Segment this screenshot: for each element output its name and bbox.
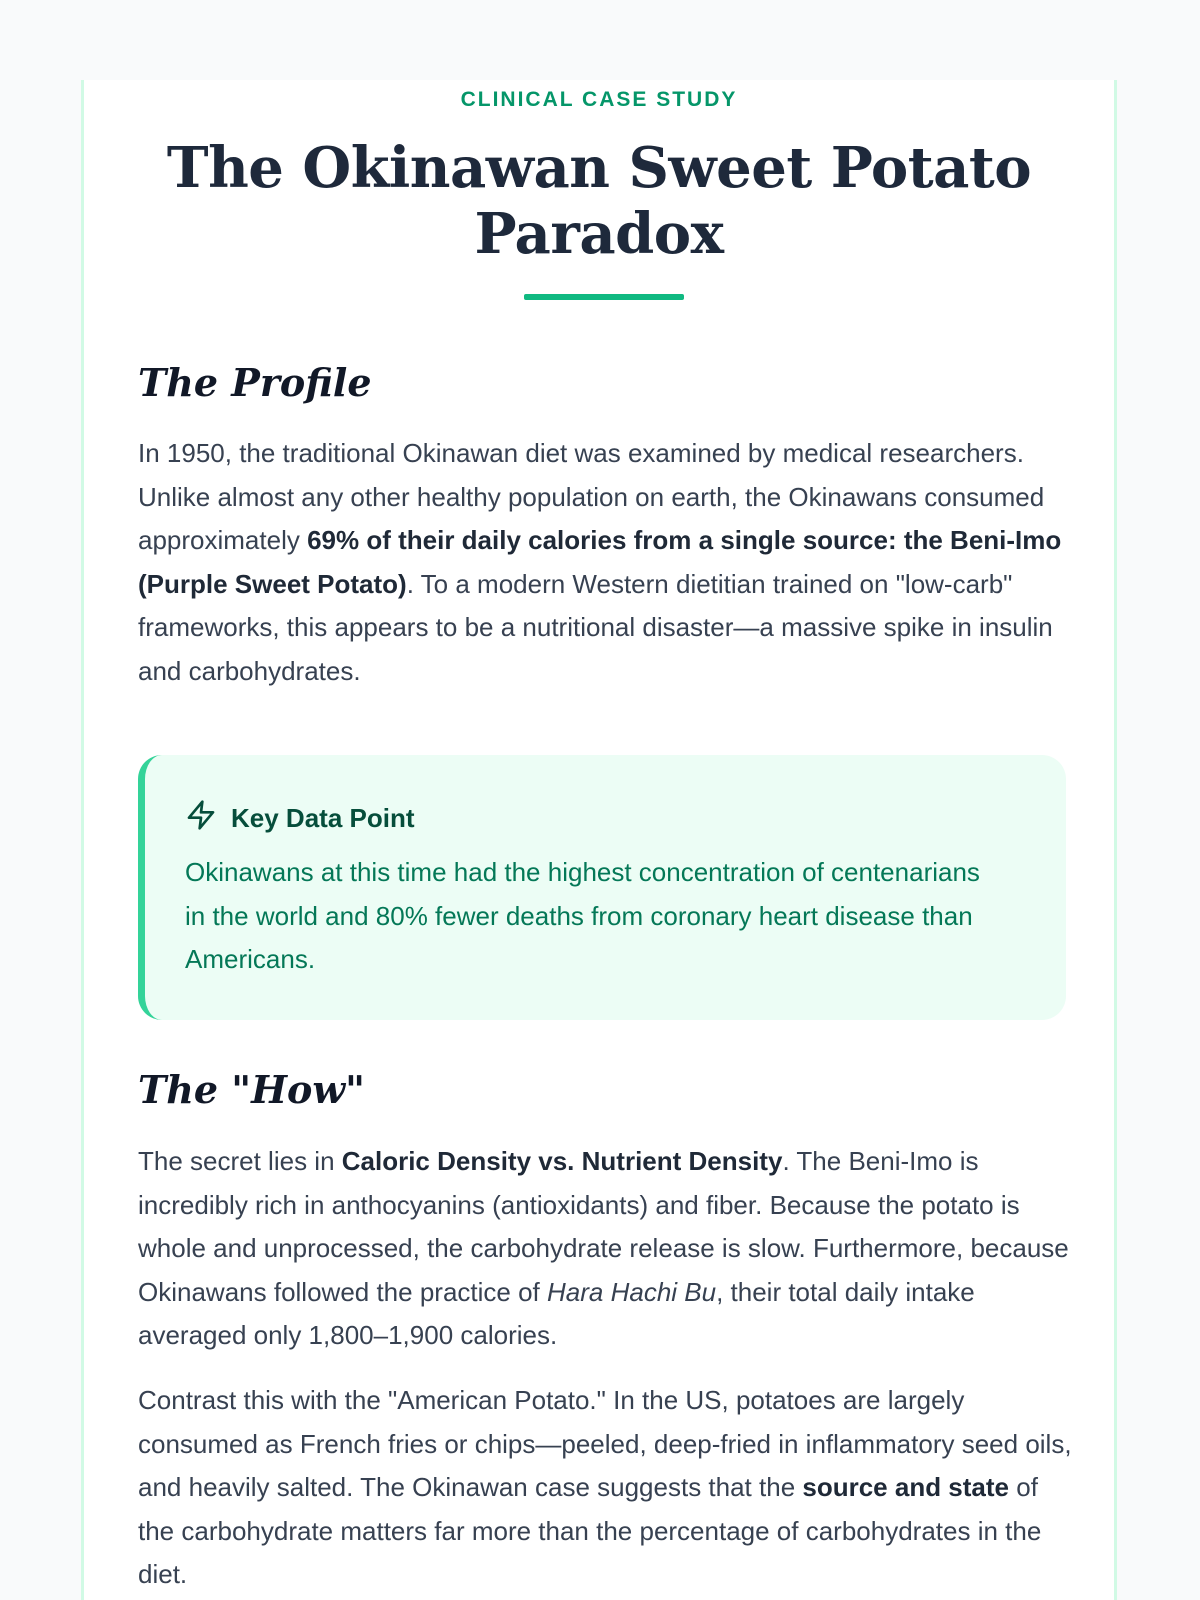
section-heading-profile: The Profile: [138, 360, 372, 405]
callout-text: Okinawans at this time had the highest concentration of centenarians in the world and 80% fewer deaths from coronary heart disease than Americans.: [185, 857, 980, 974]
key-data-callout: [138, 755, 1066, 1020]
case-study-card: [81, 80, 1117, 1600]
how-paragraph-2: [138, 1379, 1078, 1597]
page-title: The Okinawan Sweet Potato Paradox: [166, 135, 1032, 267]
profile-text-start: In 1950, the traditional Okinawan diet was examined by medical researchers. Unlike almost any other healthy population on earth, the Okinawans consumed approximately: [138, 438, 1045, 555]
eyebrow-label: CLINICAL CASE STUDY: [460, 88, 738, 111]
how-p1-text-a: The secret lies in: [138, 1146, 342, 1176]
profile-text-end: . To a modern Western dietitian trained on "low-carb" frameworks, this appears to be a nutritional disaster—a massive spike in insulin and carbohydrates.: [138, 568, 1053, 686]
how-p1-text-c: , their total daily intake averaged only 1,800–1,900 calories.: [138, 1276, 975, 1350]
how-p1-italic: Hara Hachi Bu: [547, 1276, 717, 1307]
profile-paragraph: [138, 432, 1078, 693]
profile-text-bold: 69% of their daily calories from a single source: the Beni-Imo (Purple Sweet Potato): [138, 525, 1062, 599]
how-p2-text-a: Contrast this with the "American Potato." In the US, potatoes are largely consumed as French fries or chips—peeled, deep-fried in inflammatory seed oils, and heavily salted. The Okinawan case suggests that the: [138, 1385, 1072, 1502]
how-paragraph-1: [138, 1140, 1078, 1358]
how-p2-bold: source and state: [802, 1472, 1010, 1502]
how-p1-bold: Caloric Density vs. Nutrient Density: [341, 1146, 783, 1176]
how-p1-text-b: . The Beni-Imo is incredibly rich in anthocyanins (antioxidants) and fiber. Because the potato is whole and unprocessed, the carbohydrate release is slow. Furthermore, because Okinawans followed the practice of: [138, 1146, 1069, 1307]
callout-header: [185, 799, 415, 838]
section-heading-how: The "How": [138, 1067, 365, 1112]
callout-title: Key Data Point: [231, 803, 415, 833]
how-p2-text-b: of the carbohydrate matters far more than the percentage of carbohydrates in the diet.: [138, 1472, 1042, 1589]
lightning-icon: [185, 799, 231, 838]
title-divider: [524, 294, 684, 300]
